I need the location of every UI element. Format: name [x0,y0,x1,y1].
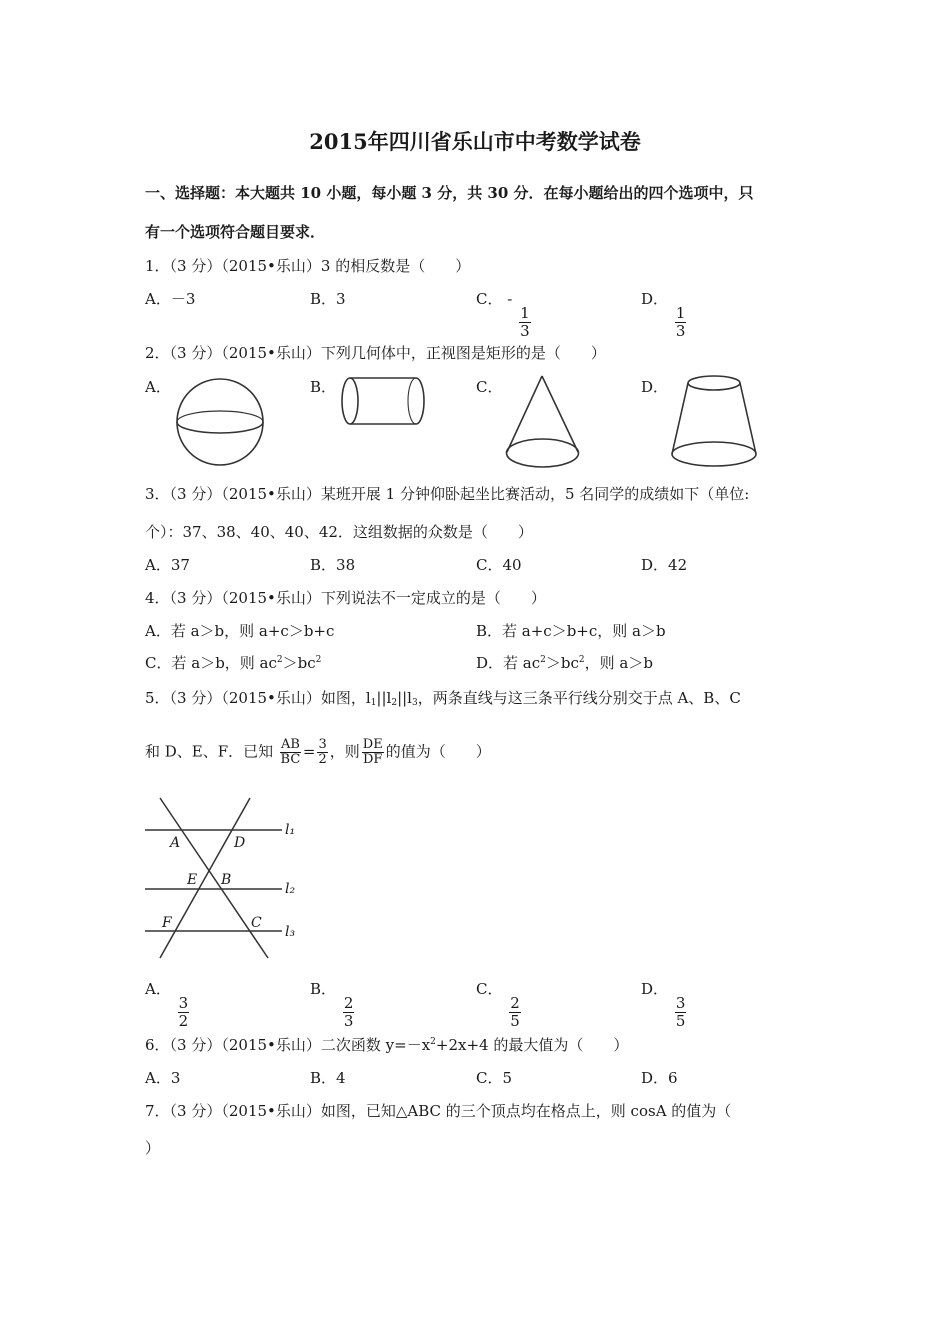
q1-option-d [641,288,688,340]
q6-sup: 2 [430,1037,436,1047]
q6-stem [145,1034,628,1055]
q1-c-label: C． [476,290,503,308]
q5-fraction-3-2 [317,738,327,767]
q5-option-d [641,978,688,1030]
fig-label-c: C [251,915,262,931]
fig-label-a: A [170,835,181,851]
q4-option-c [145,652,321,673]
q5-bar1: ||l [376,689,392,707]
cone-figure [503,374,583,470]
q2-option-a-label: A． [145,378,171,396]
q5-stem-line1 [145,687,741,708]
q4-d-pre: D．若 ac [476,654,541,672]
q1-option-a: A．－3 [145,290,196,308]
q5-a-num: 3 [178,994,189,1012]
q4-c-mid: ＞bc [282,654,316,672]
q5-stem2-pre: 和 D、E、F．已知 [145,742,274,761]
q5-bar2: ||l [397,689,412,707]
q7-stem: 7．（3 分）（2015•乐山）如图，已知△ABC 的三个顶点均在格点上，则 cosA 的值为（ [145,1102,732,1120]
q5-stem-line2 [145,738,491,767]
fig-label-e: E [187,872,198,888]
q1-d-numerator: 1 [675,304,686,322]
fig-label-d: D [234,835,246,851]
q4-d-sup2: 2 [578,655,585,665]
q5-d-fraction [675,995,687,1030]
q5-stem2-post: 的值为（ ） [385,742,491,761]
q5-fraction-de-df [362,738,384,767]
q5-b-label: B． [310,980,337,998]
q5-b-den: 3 [343,1012,354,1030]
q1-option-c [476,288,533,340]
q1-c-sign: - [507,290,513,308]
q4-d-sup1: 2 [540,655,546,665]
q3-option-d: D．42 [641,556,688,574]
section-heading-line2: 有一个选项符合题目要求． [145,223,326,241]
q4-option-d [476,652,653,673]
q5-option-a [145,978,191,1030]
q5-b-fraction [343,995,355,1030]
q1-option-b: B．3 [310,290,346,308]
q6-option-b: B．4 [310,1069,346,1087]
q5-stem2-mid: ，则 [329,742,360,761]
q2-stem: 2．（3 分）（2015•乐山）下列几何体中，正视图是矩形的是（ ） [145,344,606,362]
q6-option-d: D．6 [641,1069,678,1087]
q5-sub1: 1 [370,698,377,708]
q1-d-fraction [675,305,687,340]
q5-option-c [476,978,523,1030]
q5-a-den: 2 [178,1012,189,1030]
q5-f2-num: 3 [318,737,327,752]
fig-label-b: B [221,872,232,888]
q5-a-fraction [178,995,190,1030]
parallel-lines-figure [140,795,305,965]
cylinder-figure [340,376,432,428]
sphere-figure [174,376,266,468]
q4-option-b: B．若 a+c＞b+c，则 a＞b [476,622,666,640]
q4-d-post: ，则 a＞b [584,654,653,672]
q5-sub2: 2 [391,698,398,708]
q5-c-num: 2 [510,994,520,1012]
q5-c-label: C． [476,980,503,998]
fig-label-l3: l₃ [285,924,296,940]
q1-stem: 1．（3 分）（2015•乐山）3 的相反数是（ ） [145,257,471,275]
q6-stem-post: +2x+4 的最大值为（ ） [435,1036,629,1054]
q6-option-a: A．3 [145,1069,181,1087]
q5-f1-den: BC [280,752,301,767]
fig-label-l1: l₁ [285,822,296,838]
q4-stem: 4．（3 分）（2015•乐山）下列说法不一定成立的是（ ） [145,589,546,607]
q5-stem1-pre: 5．（3 分）（2015•乐山）如图，l [145,689,371,707]
q5-a-label: A． [145,980,171,998]
q5-d-label: D． [641,980,669,998]
q6-stem-pre: 6．（3 分）（2015•乐山）二次函数 y=－x [145,1036,431,1054]
section-heading-line1: 一、选择题：本大题共 10 小题，每小题 3 分，共 30 分．在每小题给出的四个选项中，只 [145,184,754,202]
q1-c-fraction [519,305,531,340]
q5-f3-den: DF [363,752,383,767]
q1-c-numerator: 1 [520,304,530,322]
q2-option-c-label: C． [476,378,503,396]
q1-c-denominator: 3 [520,322,530,340]
q5-option-b [310,978,356,1030]
q5-d-num: 3 [675,994,686,1012]
q5-c-den: 5 [510,1012,520,1030]
q2-option-d-label: D． [641,378,669,396]
q2-option-b-label: B． [310,378,337,396]
q5-b-num: 2 [343,994,354,1012]
q5-f3-num: DE [362,737,383,752]
q5-f2-den: 2 [318,752,327,767]
page-title: 2015年四川省乐山市中考数学试卷 [309,129,641,154]
q5-equals: = [302,742,316,761]
fig-label-l2: l₂ [285,881,296,897]
q5-d-den: 5 [675,1012,686,1030]
q5-sub3: 3 [411,698,418,708]
q5-c-fraction [509,995,521,1030]
q5-f1-num: AB [280,737,300,752]
q7-stem-line2: ） [145,1139,161,1157]
q4-c-sup2: 2 [315,655,322,665]
q3-stem-line1: 3．（3 分）（2015•乐山）某班开展 1 分钟仰卧起坐比赛活动，5 名同学的成绩如下（单位: [145,485,750,503]
q5-stem1-post: ，两条直线与这三条平行线分别交于点 A、B、C [417,689,741,707]
q4-option-a: A．若 a＞b，则 a+c＞b+c [145,622,335,640]
q1-d-denominator: 3 [675,322,686,340]
q3-option-c: C．40 [476,556,522,574]
q5-fraction-ab-bc [280,738,301,767]
q3-option-b: B．38 [310,556,356,574]
q6-option-c: C．5 [476,1069,513,1087]
q3-stem-line2: 个）：37、38、40、40、42．这组数据的众数是（ ） [145,523,533,541]
q4-d-mid: ＞bc [545,654,579,672]
fig-label-f: F [162,915,172,931]
q1-d-label: D． [641,290,669,308]
q4-c-sup1: 2 [276,655,283,665]
q3-option-a: A．37 [145,556,190,574]
frustum-figure [668,374,760,470]
q4-c-pre: C．若 a＞b，则 ac [145,654,277,672]
